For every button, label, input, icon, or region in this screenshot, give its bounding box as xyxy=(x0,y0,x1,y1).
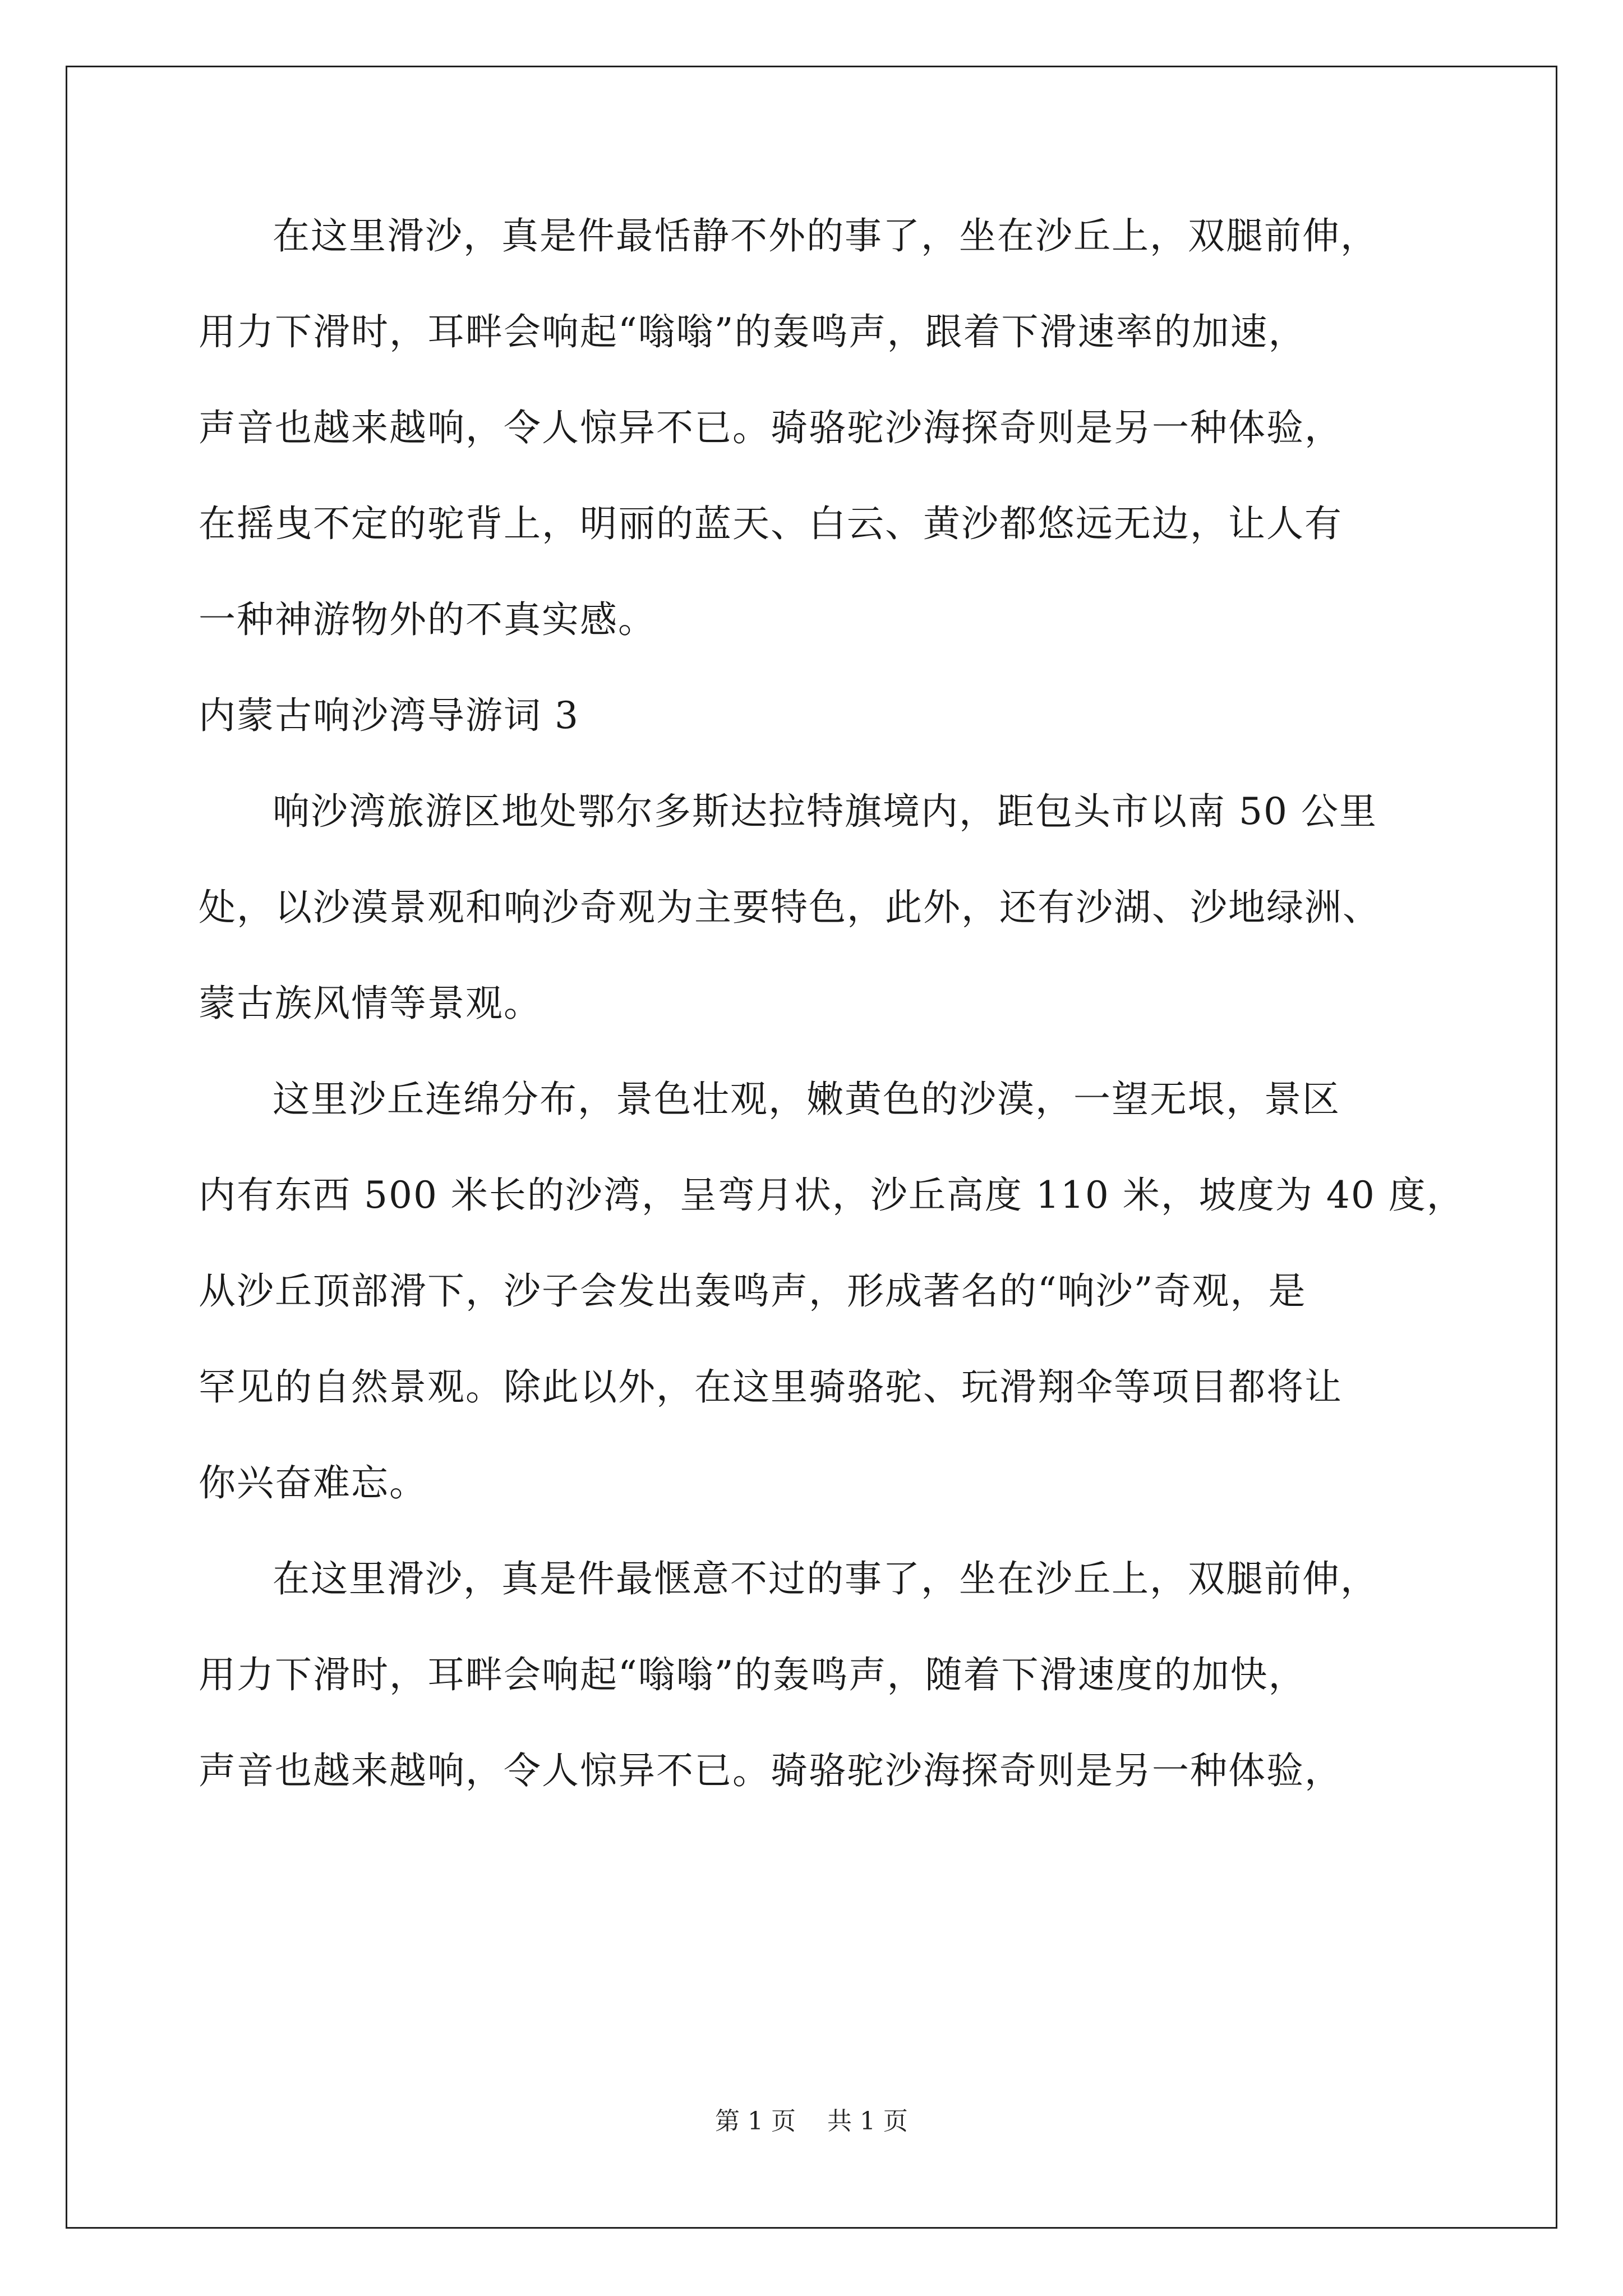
paragraph-line: 响沙湾旅游区地处鄂尔多斯达拉特旗境内，距包头市以南 50 公里 xyxy=(273,790,1377,833)
paragraph-line: 声音也越来越响，令人惊异不已。骑骆驼沙海探奇则是另一种体验， xyxy=(199,1749,1343,1792)
paragraph-line: 内有东西 500 米长的沙湾，呈弯月状，沙丘高度 110 米，坡度为 40 度， xyxy=(199,1174,1465,1217)
paragraph-line: 从沙丘顶部滑下，沙子会发出轰鸣声，形成著名的“响沙”奇观，是 xyxy=(199,1269,1307,1313)
paragraph-line: 处，以沙漠景观和响沙奇观为主要特色，此外，还有沙湖、沙地绿洲、 xyxy=(199,886,1381,929)
page-footer: 第 1 页 共 1 页 xyxy=(715,2107,908,2136)
paragraph-line: 声音也越来越响，令人惊异不已。骑骆驼沙海探奇则是另一种体验， xyxy=(199,406,1343,449)
paragraph-line: 在摇曳不定的驼背上，明丽的蓝天、白云、黄沙都悠远无边，让人有 xyxy=(199,502,1343,545)
paragraph-line: 这里沙丘连绵分布，景色壮观，嫩黄色的沙漠，一望无垠，景区 xyxy=(273,1078,1340,1121)
section-heading: 内蒙古响沙湾导游词 3 xyxy=(199,694,579,737)
document-body xyxy=(199,214,1465,1848)
paragraph-line: 用力下滑时，耳畔会响起“嗡嗡”的轰鸣声，跟着下滑速率的加速， xyxy=(199,310,1307,353)
paragraph-line: 罕见的自然景观。除此以外，在这里骑骆驼、玩滑翔伞等项目都将让 xyxy=(199,1365,1343,1409)
paragraph-line: 用力下滑时，耳畔会响起“嗡嗡”的轰鸣声，随着下滑速度的加快， xyxy=(199,1653,1307,1696)
paragraph-line: 在这里滑沙，真是件最恬静不外的事了，坐在沙丘上，双腿前伸， xyxy=(273,214,1378,257)
paragraph-line: 蒙古族风情等景观。 xyxy=(199,982,542,1025)
paragraph-line: 你兴奋难忘。 xyxy=(199,1461,427,1504)
paragraph-line: 一种神游物外的不真实感。 xyxy=(199,598,656,641)
paragraph-line: 在这里滑沙，真是件最惬意不过的事了，坐在沙丘上，双腿前伸， xyxy=(273,1557,1378,1600)
